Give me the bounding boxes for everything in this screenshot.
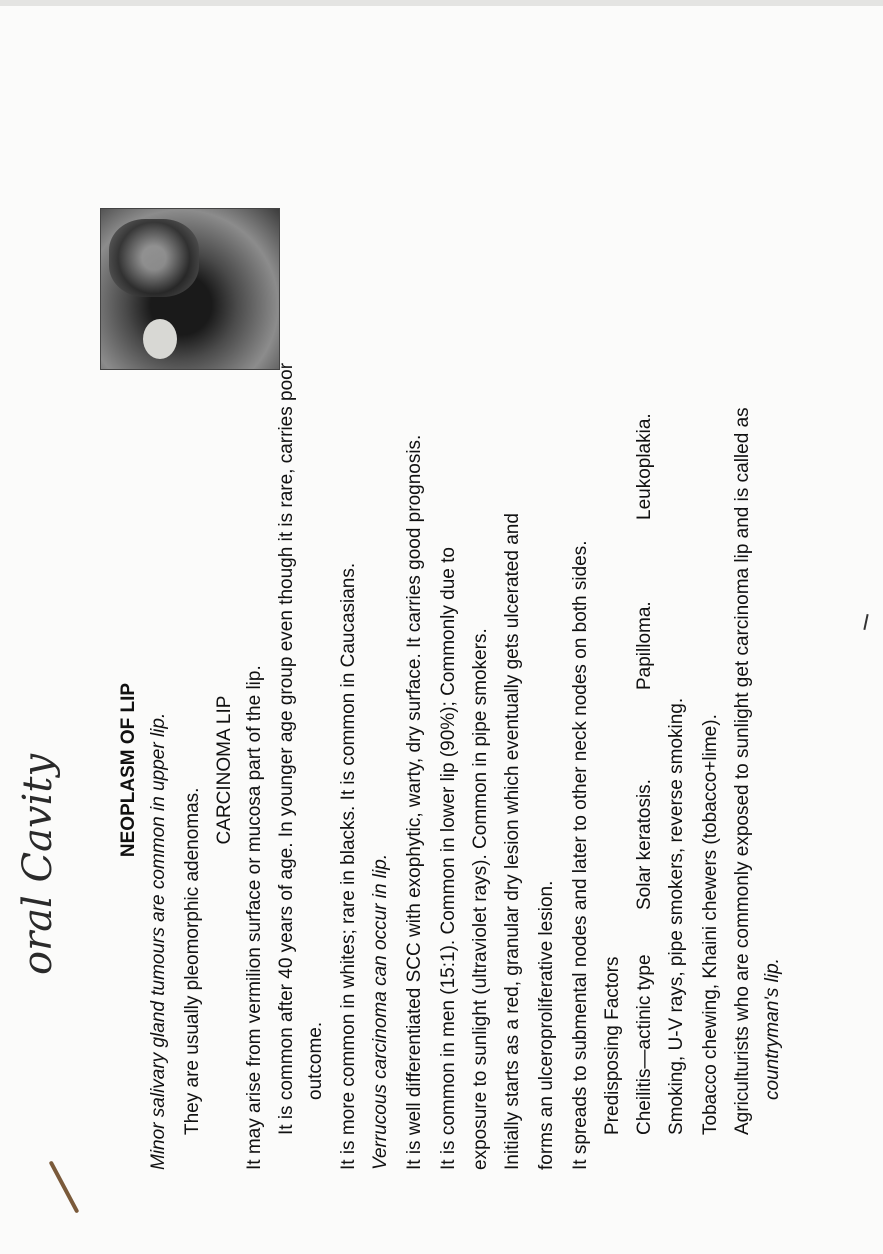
text-line-2: It is common after 40 years of age. In younger age group even though it is rare, carries poor <box>276 362 297 1135</box>
text-line-20: countryman's lip. <box>762 958 783 1100</box>
scan-top-edge <box>0 0 883 6</box>
text-line-4: It is more common in whites; rare in blacks. It is common in Caucasians. <box>338 562 359 1170</box>
factor-solar-keratosis: Solar keratosis. <box>634 779 655 910</box>
text-line-12: Predisposing Factors <box>602 956 623 1135</box>
photo-highlight <box>143 319 177 359</box>
page-mark <box>863 614 868 630</box>
factor-cheilitis: Cheilitis—actinic type <box>634 954 655 1135</box>
factor-papilloma: Papilloma. <box>634 601 655 690</box>
text-line-9: Initially starts as a red, granular dry lesion which eventually gets ulcerated and <box>502 513 523 1170</box>
intro-line-2: They are usually pleomorphic adenomas. <box>182 787 203 1135</box>
text-line-1: It may arise from vermilion surface or mucosa part of the lip. <box>244 665 265 1170</box>
photo-lesion <box>109 219 199 297</box>
text-line-17: Smoking, U-V rays, pipe smokers, reverse smoking. <box>666 697 687 1135</box>
factor-leukoplakia: Leukoplakia. <box>634 413 655 520</box>
text-line-8: exposure to sunlight (ultraviolet rays). Common in pipe smokers. <box>470 628 491 1170</box>
rotated-page-content <box>110 150 810 1170</box>
text-line-10: forms an ulceroproliferative lesion. <box>536 880 557 1170</box>
intro-line-1: Minor salivary gland tumours are common in upper lip. <box>148 712 169 1170</box>
text-line-11: It spreads to submental nodes and later to other neck nodes on both sides. <box>570 540 591 1170</box>
text-line-5: Verrucous carcinoma can occur in lip. <box>370 853 391 1170</box>
lip-lesion-photo <box>100 208 280 370</box>
text-line-7: It is common in men (15:1). Common in lower lip (90%); Commonly due to <box>438 546 459 1170</box>
text-line-6: It is well differentiated SCC with exophytic, warty, dry surface. It carries good prognosis. <box>404 434 425 1170</box>
text-line-18: Tobacco chewing, Khaini chewers (tobacco+lime). <box>700 714 721 1135</box>
text-line-3: outcome. <box>305 1021 326 1100</box>
pencil-stroke <box>49 1160 80 1213</box>
handwritten-margin-note: oral Cavity <box>15 753 61 975</box>
section-subtitle: CARCINOMA LIP <box>214 695 235 845</box>
page-title: NEOPLASM OF LIP <box>118 682 139 858</box>
text-line-19: Agriculturists who are commonly exposed to sunlight get carcinoma lip and is called as <box>732 407 753 1135</box>
